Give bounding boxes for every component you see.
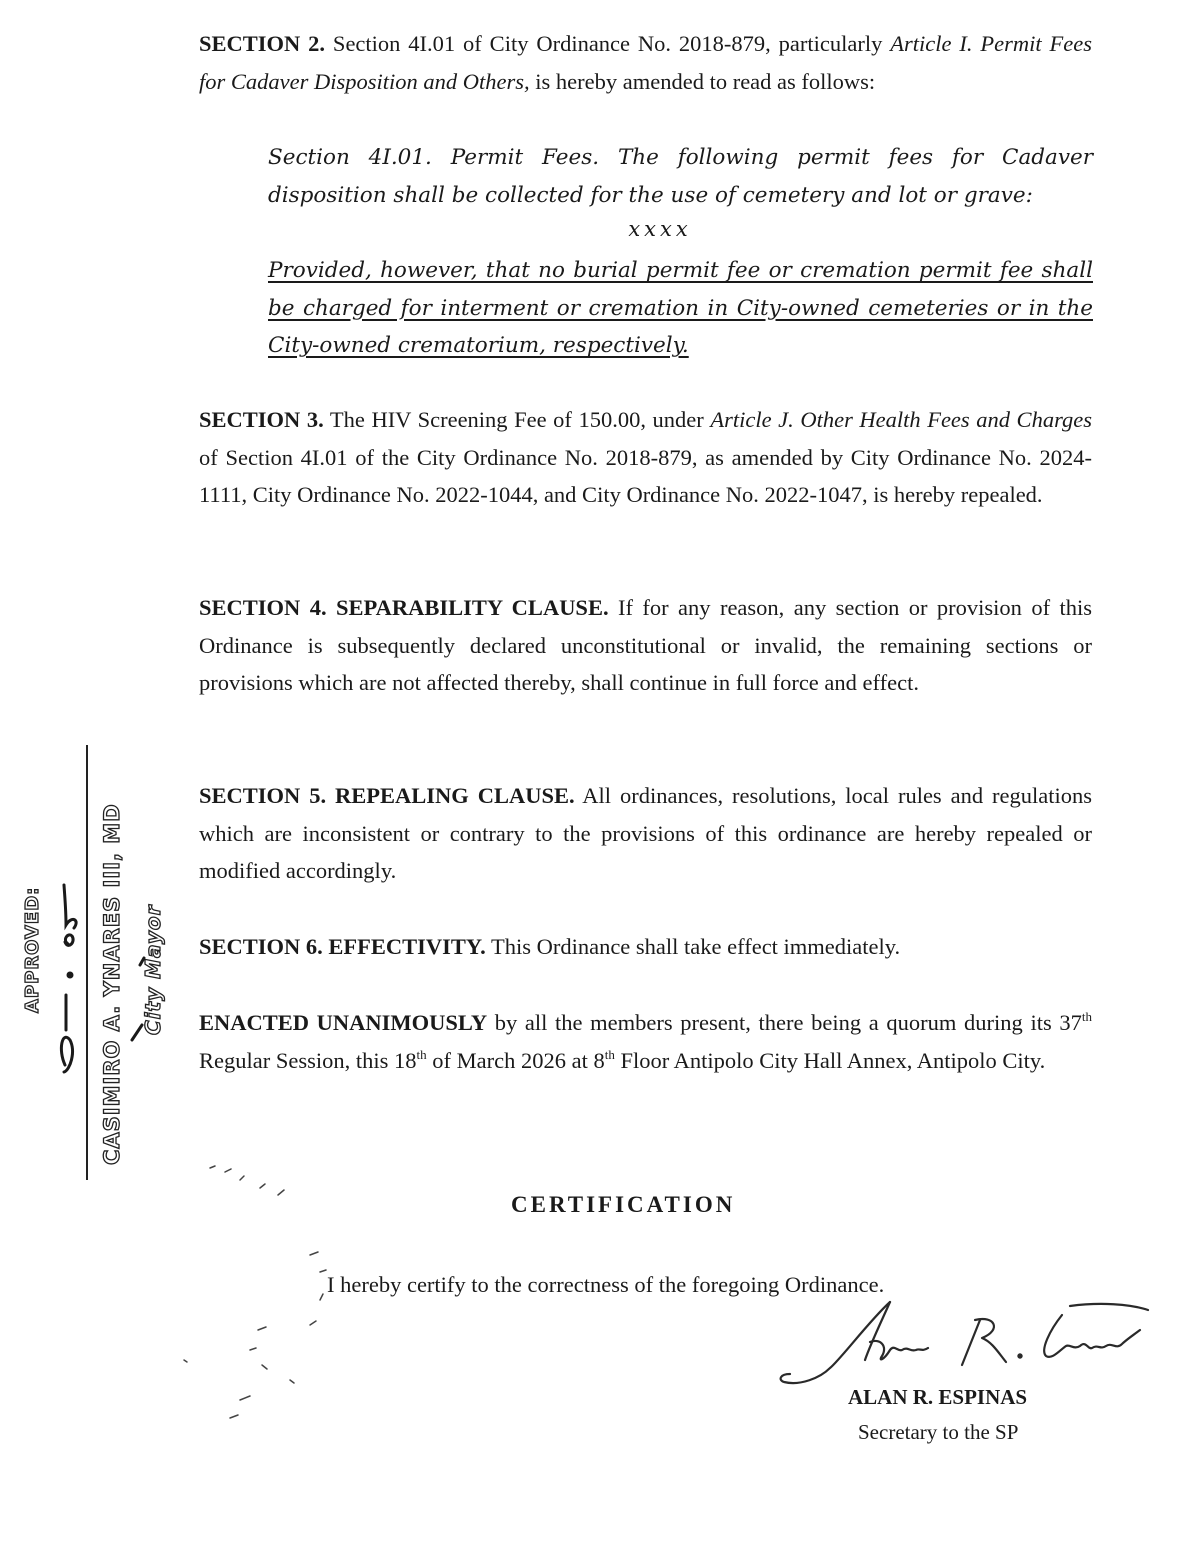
certification-text: I hereby certify to the correctness of the foregoing Ordinance. — [327, 1272, 885, 1297]
section-2-text: Section 4I.01 of City Ordinance No. 2018-879, particularly — [325, 31, 891, 56]
signer-name: ALAN R. ESPINAS — [848, 1385, 1028, 1409]
section-4-label: SECTION 4. SEPARABILITY CLAUSE. — [199, 595, 609, 620]
mayor-name: CASIMIRO A. YNARES III, MD — [100, 803, 124, 1165]
section-3 — [199, 401, 1092, 514]
approved-label: APPROVED: — [22, 886, 43, 1013]
secretary-signature — [770, 1290, 1150, 1400]
section-2-text-end: is hereby amended to read as follows: — [529, 68, 876, 94]
omission-mark: xxxx — [628, 217, 692, 241]
section-4-text: If for any reason, any section or provision of this Ordinance is subsequently declared unconstitutional or invalid, the remaining sections or provisions which are not affected thereby, shall continue in full force and effect. — [199, 595, 1092, 695]
section-6 — [199, 928, 1092, 966]
quoted-section-4i01: Section 4I.01. Permit Fees. The following permit fees for Cadaver disposition shall be collected for the use of cemetery and lot or grave: — [268, 145, 1093, 208]
section-3-article: Article J. Other Health Fees and Charges — [710, 407, 1092, 432]
section-2 — [199, 25, 1092, 100]
section-5 — [199, 777, 1092, 890]
section-5-label: SECTION 5. REPEALING CLAUSE. — [199, 783, 575, 808]
enacted-text-3: of March 2026 at 8 — [426, 1047, 605, 1073]
signer-title: Secretary to the SP — [858, 1420, 1019, 1444]
section-6-label: SECTION 6. EFFECTIVITY. — [199, 934, 486, 959]
section-3-label: SECTION 3. — [199, 407, 324, 432]
section-5-text: All ordinances, resolutions, local rules and regulations which are inconsistent or contrary to the provisions of this ordinance are hereby repealed or modified accordingly. — [199, 783, 1093, 883]
mayor-signature — [40, 880, 160, 1080]
scan-artifacts — [170, 1150, 340, 1450]
enactment-clause — [199, 1004, 1092, 1079]
section-2-label: SECTION 2. — [199, 31, 326, 56]
ordinal-sup-1: th — [1081, 1009, 1092, 1024]
ordinal-sup-3: th — [604, 1046, 615, 1062]
section-3-text: The HIV Screening Fee of 150.00, under — [323, 407, 711, 432]
proviso-text: Provided, however, that no burial permit fee or cremation permit fee shall be charged for interment or cremation in City-owned cemeteries or in the City-owned crematorium, respectively. — [268, 258, 1093, 358]
mayor-title: City Mayor — [141, 904, 165, 1035]
ordinal-sup-2: th — [416, 1046, 427, 1062]
section-4 — [199, 589, 1092, 702]
enacted-text-4: Floor Antipolo City Hall Annex, Antipolo City. — [614, 1047, 1046, 1073]
section-6-text: This Ordinance shall take effect immediately. — [485, 934, 901, 959]
section-2-article: Article I. Permit Fees for Cadaver Disposition and Others, — [199, 31, 1092, 94]
certification-title: CERTIFICATION — [511, 1192, 736, 1217]
enacted-label: ENACTED UNANIMOUSLY — [199, 1010, 488, 1035]
enacted-text-1: by all the members present, there being a quorum during its 37 — [487, 1010, 1082, 1035]
section-3-text-end: of Section 4I.01 of the City Ordinance No. 2018-879, as amended by City Ordinance No. 2024-1111, City Ordinance No. 2022-1044, and City Ordinance No. 2022-1047, is hereby repealed. — [199, 444, 1092, 507]
enacted-text-2: Regular Session, this 18 — [199, 1047, 417, 1073]
